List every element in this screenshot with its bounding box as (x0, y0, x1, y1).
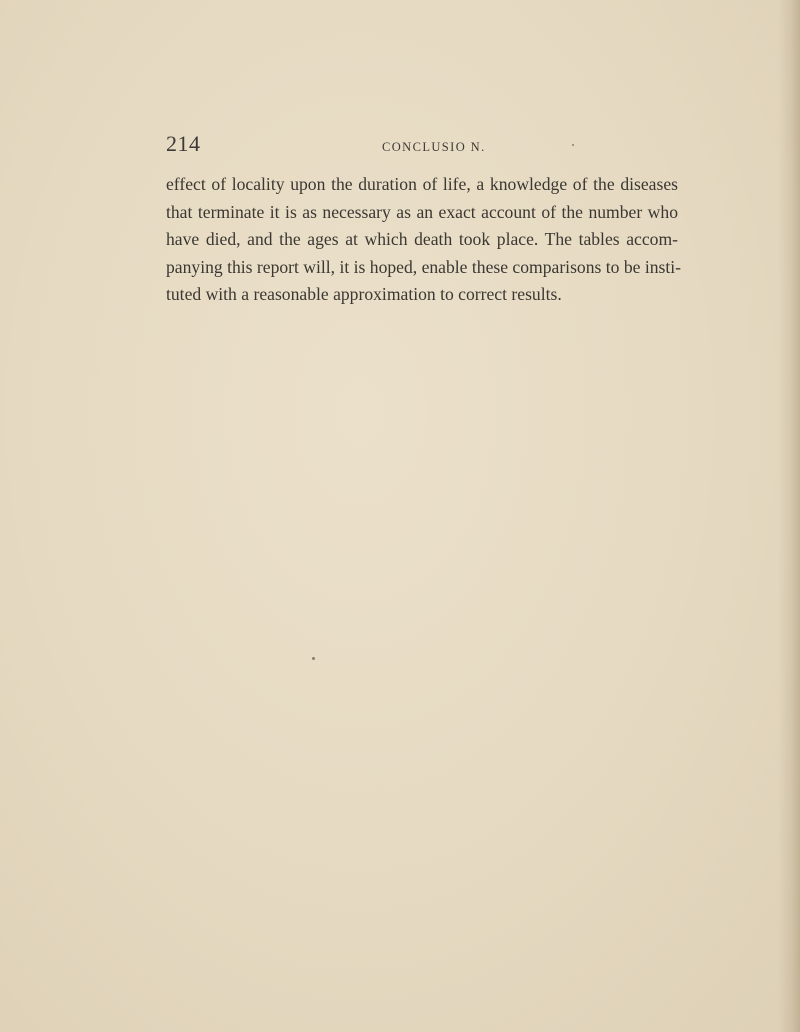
text-line: effect of locality upon the duration of life, a knowledge of the diseases (166, 174, 678, 194)
page-number: 214 (166, 131, 201, 156)
text-line: tuted with a reasonable approximation to correct results. (166, 284, 562, 304)
text-line: panying this report will, it is hoped, enable these comparisons to be insti- (166, 256, 682, 277)
page-header (166, 131, 686, 161)
page-edge-shadow (778, 0, 800, 1032)
paper-speck (572, 144, 574, 146)
body-paragraph (166, 171, 682, 309)
running-head: CONCLUSIO N. (382, 140, 486, 154)
text-line: that terminate it is as necessary as an exact account of the number who (166, 201, 678, 222)
paper-speck (312, 657, 315, 660)
text-line: have died, and the ages at which death took place. The tables accom- (166, 229, 678, 249)
